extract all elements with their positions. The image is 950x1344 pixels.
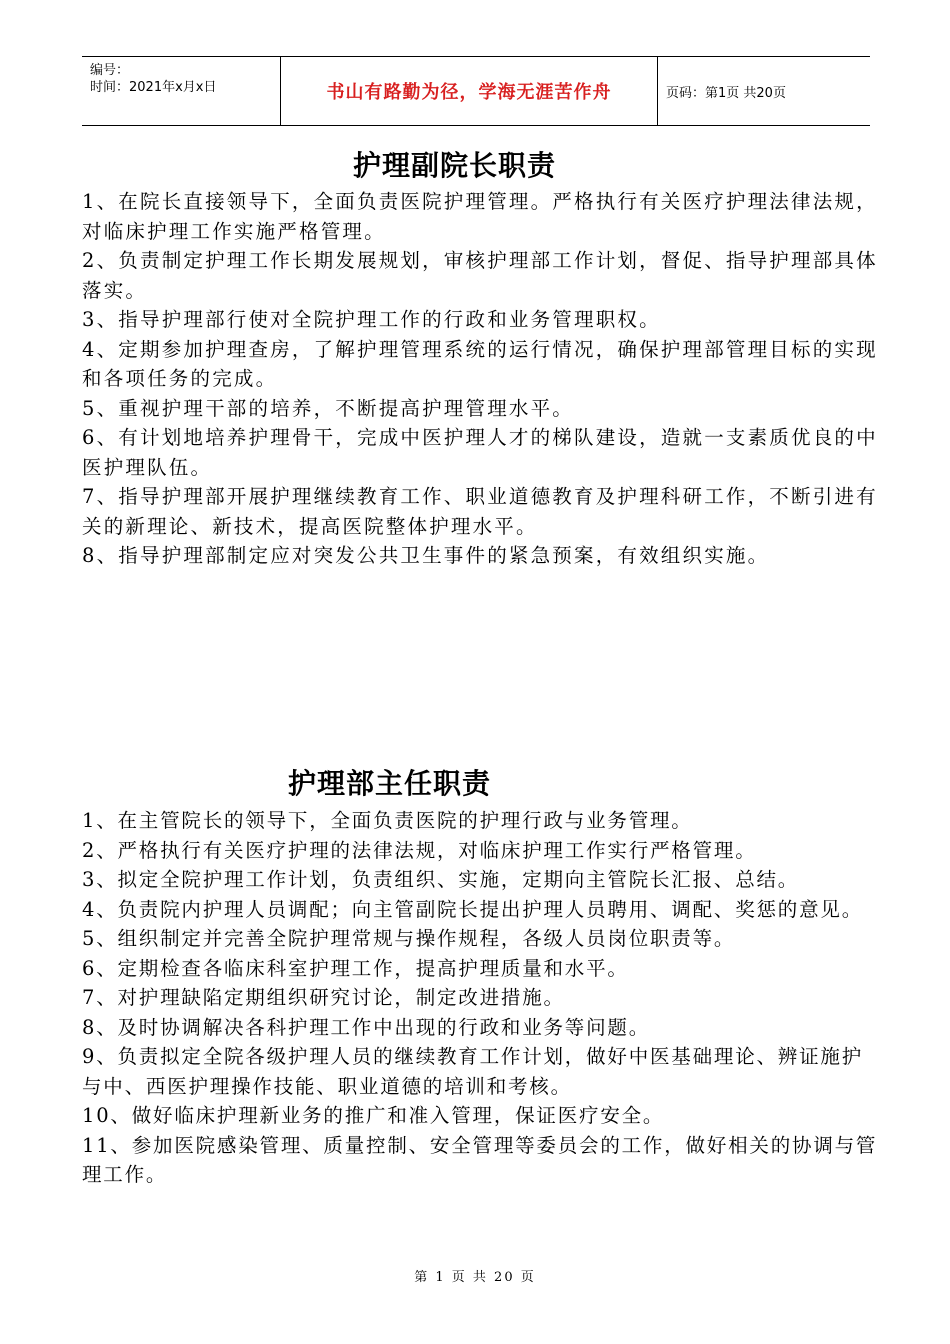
list-item: 6、定期检查各临床科室护理工作，提高护理质量和水平。 [82, 956, 629, 980]
section-title-nursing-director: 护理部主任职责 [288, 767, 492, 800]
header-motto-cell [280, 57, 658, 125]
motto-text: 书山有路勤为径，学海无涯苦作舟 [326, 82, 612, 103]
list-item: 1、在主管院长的领导下，全面负责医院的护理行政与业务管理。 [82, 809, 693, 832]
list-item: 8、指导护理部制定应对突发公共卫生事件的紧急预案，有效组织实施。 [82, 544, 770, 567]
header-meta-cell [82, 57, 280, 125]
page-footer: 第 1 页 共 20 页 [414, 1270, 536, 1285]
list-item: 5、重视护理干部的培养，不断提高护理管理水平。 [82, 396, 575, 420]
nursing-director-duties-list [82, 806, 882, 1190]
header-page-cell [658, 57, 870, 125]
list-item: 2、严格执行有关医疗护理的法律法规，对临床护理工作实行严格管理。 [82, 838, 757, 862]
section-title-vice-president: 护理副院长职责 [353, 149, 557, 182]
list-item: 10、做好临床护理新业务的推广和准入管理，保证医疗安全。 [82, 1104, 665, 1127]
list-item: 2、负责制定护理工作长期发展规划，审核护理部工作计划，督促、指导护理部具体落实。 [82, 249, 878, 302]
list-item: 6、有计划地培养护理骨干，完成中医护理人才的梯队建设，造就一支素质优良的中医护理队伍。 [82, 426, 878, 479]
list-item: 5、组织制定并完善全院护理常规与操作规程，各级人员岗位职责等。 [82, 927, 736, 950]
page-info: 页码：第1页 共20页 [666, 85, 786, 101]
vice-president-duties-list [82, 187, 882, 571]
list-item: 7、对护理缺陷定期组织研究讨论，制定改进措施。 [82, 986, 565, 1009]
serial-number-label: 编号： [90, 63, 130, 78]
list-item: 8、及时协调解决各科护理工作中出现的行政和业务等问题。 [82, 1015, 651, 1039]
time-label: 时间：2021年x月x日 [90, 80, 217, 95]
list-item: 11、参加医院感染管理、质量控制、安全管理等委员会的工作，做好相关的协调与管理工作。 [82, 1133, 878, 1186]
list-item: 4、负责院内护理人员调配；向主管副院长提出护理人员聘用、调配、奖惩的意见。 [82, 897, 864, 921]
list-item: 3、拟定全院护理工作计划，负责组织、实施，定期向主管院长汇报、总结。 [82, 868, 800, 891]
list-item: 4、定期参加护理查房，了解护理管理系统的运行情况，确保护理部管理目标的实现和各项任务的完成。 [82, 337, 878, 390]
list-item: 1、在院长直接领导下，全面负责医院护理管理。严格执行有关医疗护理法律法规，对临床护理工作实施严格管理。 [82, 190, 878, 243]
list-item: 9、负责拟定全院各级护理人员的继续教育工作计划，做好中医基础理论、辨证施护与中、西医护理操作技能、职业道德的培训和考核。 [82, 1045, 864, 1098]
document-header [82, 56, 870, 126]
list-item: 3、指导护理部行使对全院护理工作的行政和业务管理职权。 [82, 308, 661, 331]
list-item: 7、指导护理部开展护理继续教育工作、职业道德教育及护理科研工作，不断引进有关的新理论、新技术，提高医院整体护理水平。 [82, 485, 878, 538]
